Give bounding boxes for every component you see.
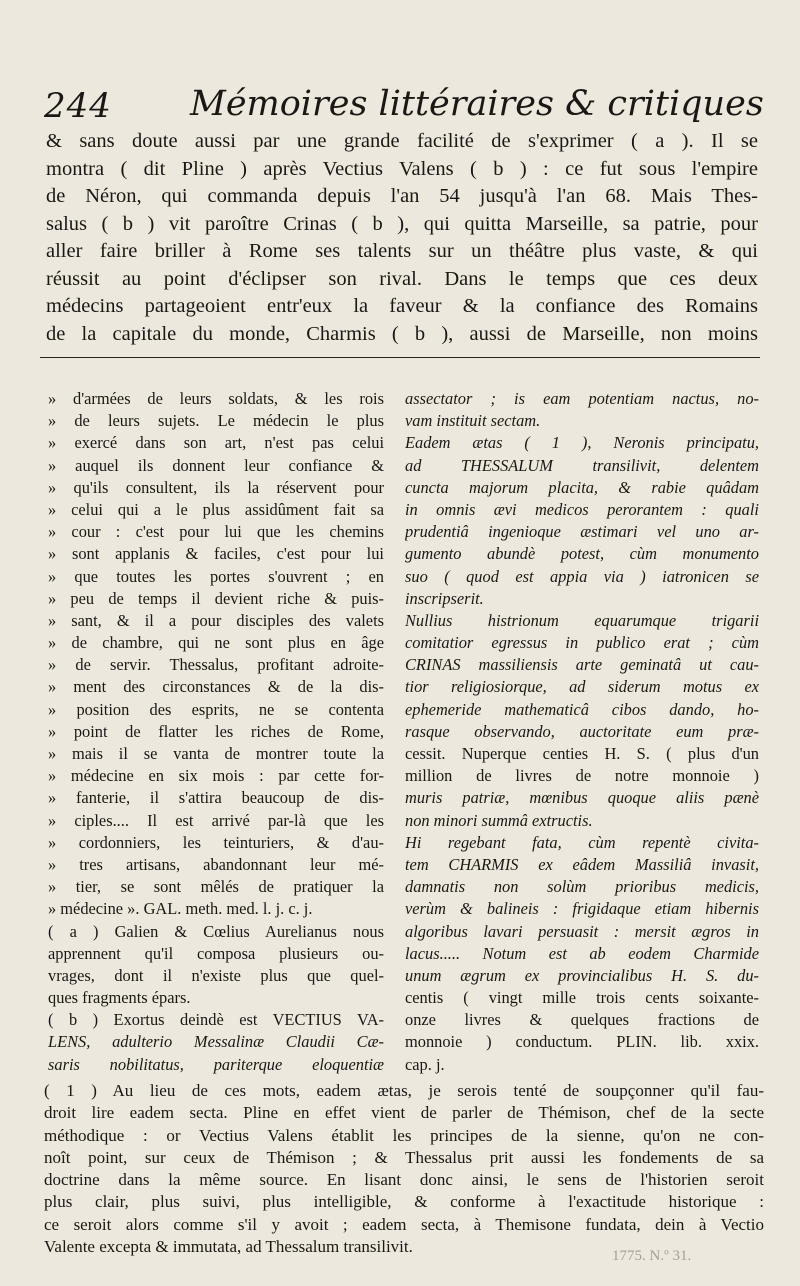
footnote-line: méthodique : or Vectius Valens établit les principes de la sienne, qu'on ne con- xyxy=(44,1125,764,1145)
note-line: muris patriæ, mœnibus quoque aliis pænè xyxy=(405,788,759,808)
note-line: » fanterie, il s'attira beaucoup de dis- xyxy=(48,788,384,808)
left-note-column xyxy=(48,388,384,1076)
footnote xyxy=(44,1080,764,1258)
main-line: montra ( dit Pline ) après Vectius Valens ( b ) : ce fut sous l'empire xyxy=(46,157,758,180)
footnote-line: droit lire eadem secta. Pline en effet vient de parler de Thémison, chef de la secte xyxy=(44,1103,764,1123)
note-line: ques fragments épars. xyxy=(48,988,191,1008)
note-line: cessit. Nuperque centies H. S. ( plus d'un xyxy=(405,744,759,763)
note-line: centis ( vingt mille trois cents soixante- xyxy=(405,988,759,1008)
note-line: » cordonniers, les teinturiers, & d'au- xyxy=(48,832,384,852)
note-line: vrages, dont il n'existe plus que quel- xyxy=(48,965,384,985)
note-line: cuncta majorum placita, & rabie quâdam xyxy=(405,477,759,497)
signature-mark: 1775. N.º 31. xyxy=(612,1248,692,1264)
note-line: assectator ; is eam potentiam nactus, no- xyxy=(405,389,759,408)
footnote-line: noît point, sur ceux de Thémison ; & Thessalus prit aussi les fondements de sa xyxy=(44,1147,764,1167)
note-line: » de chambre, qui ne sont plus en âge xyxy=(48,633,384,653)
note-line: » peu de temps il devient riche & puis- xyxy=(48,588,384,608)
main-line: réussit au point d'éclipser son rival. Dans le temps que ces deux xyxy=(46,267,758,290)
note-line: non minori summâ extructis. xyxy=(405,810,593,830)
note-line: verùm & balineis : frigidaque etiam hibernis xyxy=(405,899,759,919)
note-line: » sant, & il a pour disciples des valets xyxy=(48,610,384,630)
note-line: inscripserit. xyxy=(405,588,484,608)
note-line: ( a ) Galien & Cœlius Aurelianus nous xyxy=(48,921,384,941)
note-line: » médecine en six mois : par cette for- xyxy=(48,766,384,786)
main-line: salus ( b ) vit paroître Crinas ( b ), qui quitta Marseille, sa patrie, pour xyxy=(46,212,758,235)
page-number: 244 xyxy=(44,86,112,126)
note-line: » sont applanis & faciles, c'est pour lui xyxy=(48,544,384,564)
note-line: » tres artisans, abandonnant leur mé- xyxy=(48,854,384,874)
note-line: » tier, se sont mêlés de pratiquer la xyxy=(48,877,384,897)
note-line: rasque observando, auctoritate eum præ- xyxy=(405,721,759,741)
footnote-line: ( 1 ) Au lieu de ces mots, eadem ætas, je serois tenté de soupçonner qu'il fau- xyxy=(44,1081,764,1100)
note-line: » de leurs sujets. Le médecin le plus xyxy=(48,411,384,431)
note-line: Nullius histrionum equarumque trigarii xyxy=(405,610,759,630)
note-line: » médecine ». GAL. meth. med. l. j. c. j. xyxy=(48,899,313,919)
note-line: saris nobilitatus, pariterque eloquentiæ xyxy=(48,1054,384,1074)
note-line: ephemeride mathematicâ cibos dando, ho- xyxy=(405,699,759,719)
note-line: » point de flatter les riches de Rome, xyxy=(48,721,384,741)
note-line: Hi regebant fata, cùm repentè civita- xyxy=(405,832,759,852)
note-line: algoribus lavari persuasit : mersit ægros in xyxy=(405,921,759,941)
note-line: onze livres & quelques fractions de xyxy=(405,1010,759,1030)
page-header xyxy=(40,84,780,128)
note-line: ad THESSALUM transilivit, delentem xyxy=(405,455,759,475)
main-line: de Néron, qui commanda depuis l'an 54 jusqu'à l'an 68. Mais Thes- xyxy=(46,185,758,207)
note-line: » celui qui a le plus assidûment fait sa xyxy=(48,499,384,519)
note-line: damnatis non solùm prioribus medicis, xyxy=(405,877,759,897)
main-line: aller faire briller à Rome ses talents sur un théâtre plus vaste, & qui xyxy=(46,240,758,262)
note-line: Eadem ætas ( 1 ), Neronis principatu, xyxy=(405,433,759,453)
footnote-line: Valente excepta & immutata, ad Thessalum transilivit. xyxy=(44,1237,413,1257)
note-line: million de livres de notre monnoie ) xyxy=(405,766,759,786)
note-line: ( b ) Exortus deindè est VECTIUS VA- xyxy=(48,1010,384,1030)
note-line: » qu'ils consultent, ils la réservent pour xyxy=(48,477,384,497)
note-line: gumento abundè potest, cùm monumento xyxy=(405,544,759,564)
note-line: » cour : c'est pour lui que les chemins xyxy=(48,522,384,542)
note-line: tior religiosiorque, ad siderum motus ex xyxy=(405,677,759,697)
note-line: » mais il se vanta de montrer toute la xyxy=(48,744,384,763)
note-line: » ment des circonstances & de la dis- xyxy=(48,677,384,697)
right-note-column xyxy=(405,388,759,1076)
note-line: monnoie ) conductum. PLIN. lib. xxix. xyxy=(405,1032,759,1052)
main-line: & sans doute aussi par une grande facilité de s'exprimer ( a ). Il se xyxy=(46,130,758,152)
note-line: » auquel ils donnent leur confiance & xyxy=(48,455,384,475)
footnote-separator-rule xyxy=(40,357,760,358)
main-text xyxy=(46,128,758,348)
main-line: de la capitale du monde, Charmis ( b ), aussi de Marseille, non moins xyxy=(46,322,758,345)
note-line: in omnis ævi medicos perorantem : quali xyxy=(405,499,759,519)
note-line: prudentiâ ingenioque æstimari vel uno ar- xyxy=(405,522,759,542)
note-line: vam instituit sectam. xyxy=(405,411,541,431)
note-line: comitatior egressus in publico erat ; cùm xyxy=(405,633,759,653)
note-line: unum ægrum ex provincialibus H. S. du- xyxy=(405,965,759,985)
note-line: cap. j. xyxy=(405,1054,445,1074)
note-line: » position des esprits, ne se contenta xyxy=(48,699,384,719)
note-line: » d'armées de leurs soldats, & les rois xyxy=(48,389,384,408)
footnote-line: plus clair, plus suivi, plus intelligible, & conforme à l'exactitude historique : xyxy=(44,1192,764,1212)
running-title: Mémoires littéraires & critiques xyxy=(190,84,764,124)
note-line: CRINAS massiliensis arte geminatâ ut cau- xyxy=(405,655,759,675)
note-line: » ciples.... Il est arrivé par-là que les xyxy=(48,810,384,830)
main-line: médecins partageoient entr'eux la faveur & la confiance des Romains xyxy=(46,295,758,317)
note-line: LENS, adulterio Messalinæ Claudii Cæ- xyxy=(48,1032,384,1052)
note-line: apprennent qu'il composa plusieurs ou- xyxy=(48,943,384,963)
note-line: tem CHARMIS ex eâdem Massiliâ invasit, xyxy=(405,854,759,874)
footnote-line: ce seroit alors comme s'il y avoit ; eadem secta, à Themisone fundata, dein à Vectio xyxy=(44,1214,764,1234)
note-line: lacus..... Notum est ab eodem Charmide xyxy=(405,943,759,963)
note-line: » exercé dans son art, n'est pas celui xyxy=(48,433,384,453)
footnote-line: doctrine dans la même source. En lisant donc ainsi, le sens de l'historien seroit xyxy=(44,1170,764,1190)
note-line: » de servir. Thessalus, profitant adroite- xyxy=(48,655,384,675)
note-line: suo ( quod est appia via ) iatronicen se xyxy=(405,566,759,586)
note-line: » que toutes les portes s'ouvrent ; en xyxy=(48,566,384,586)
